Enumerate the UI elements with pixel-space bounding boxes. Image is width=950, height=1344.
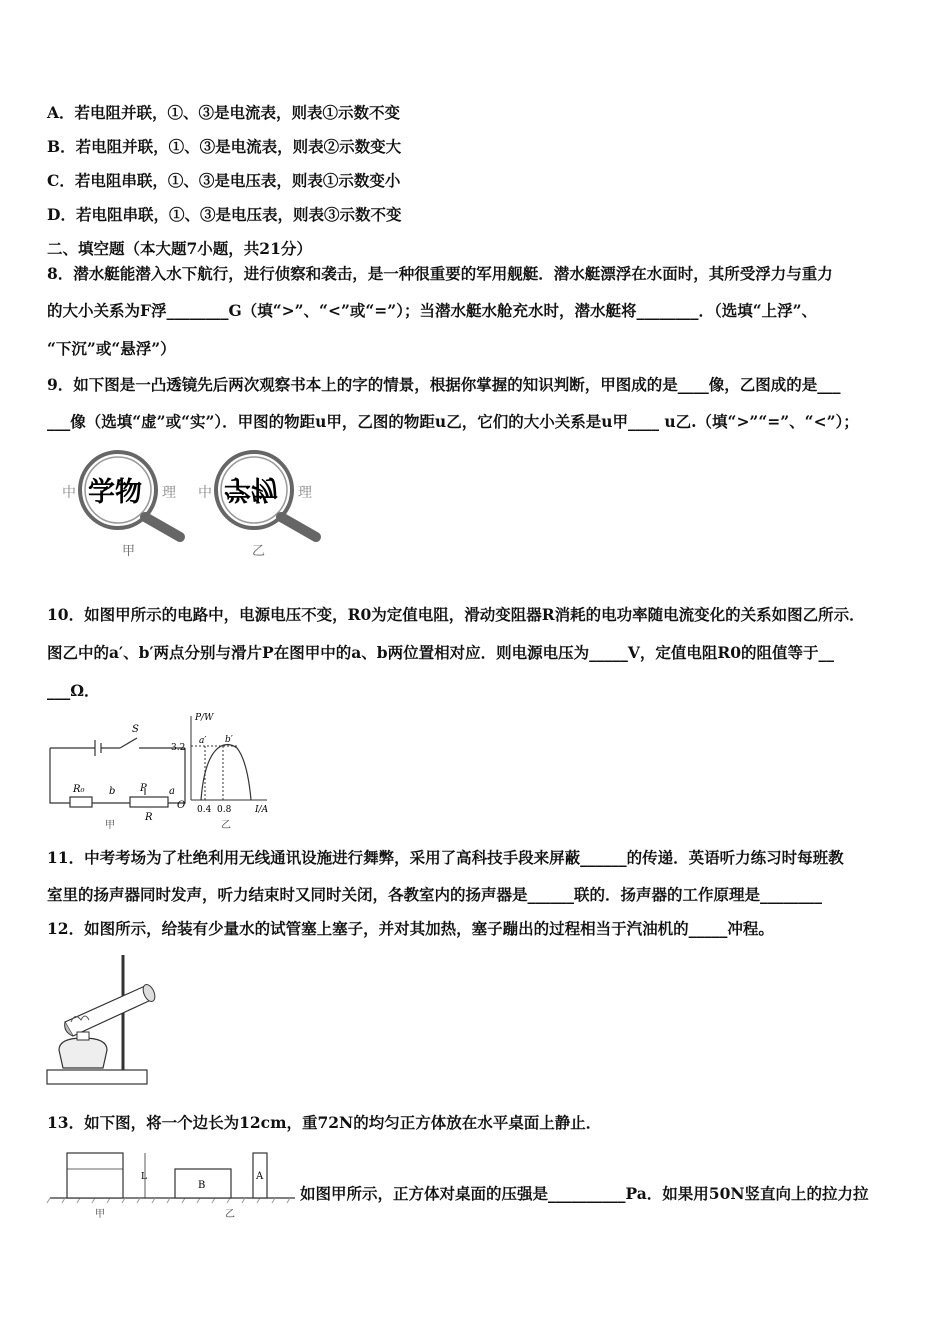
q10-line-1: 10．如图甲所示的电路中，电源电压不变，R0为定值电阻，滑动变阻器R消耗的电功率随电流变化的关系如图乙所示． xyxy=(47,605,865,624)
test-tube xyxy=(65,986,151,1036)
switch xyxy=(120,738,137,748)
svg-text:3.2: 3.2 xyxy=(171,743,186,753)
resistor-r0 xyxy=(70,797,92,807)
svg-text:I/A: I/A xyxy=(255,805,269,815)
circuit-figure xyxy=(45,708,275,830)
fig9-left-big-text: 学物 xyxy=(88,477,142,508)
svg-text:a′: a′ xyxy=(199,736,207,746)
q8-line-3: “下沉”或“悬浮”） xyxy=(47,339,176,358)
svg-text:B: B xyxy=(198,1180,206,1191)
svg-text:R₀: R₀ xyxy=(73,784,85,795)
svg-text:甲: 甲 xyxy=(95,1209,105,1220)
stand-base xyxy=(47,1070,147,1084)
fig9-right-char-1: 中 xyxy=(198,485,212,501)
alcohol-lamp xyxy=(59,1038,107,1068)
fig9-right-char-3: 理 xyxy=(298,485,312,501)
q10-line-3: ___Ω． xyxy=(47,681,100,700)
svg-text:b: b xyxy=(109,786,116,797)
q11-line-1: 11．中考考场为了杜绝利用无线通讯设施进行舞弊，采用了高科技手段来屏蔽______的传递．英语听力练习时每班教 xyxy=(47,848,844,867)
q9-line-2: ___像（选填“虚”或“实”）．甲图的物距u甲，乙图的物距u乙，它们的大小关系是u甲____ u乙.（填“>”“=”、“<”）； xyxy=(47,412,859,431)
option-c: C．若电阻串联，①、③是电压表，则表①示数变小 xyxy=(47,171,401,190)
svg-text:甲: 甲 xyxy=(105,820,115,830)
option-a: A．若电阻并联，①、③是电流表，则表①示数不变 xyxy=(47,103,401,122)
svg-text:O: O xyxy=(177,800,186,811)
svg-text:R: R xyxy=(145,812,153,823)
q13-text: 13．如下图，将一个边长为12cm，重72N的均匀正方体放在水平桌面上静止． xyxy=(47,1113,602,1132)
cube-figure xyxy=(45,1145,295,1220)
svg-text:0.4: 0.4 xyxy=(197,805,212,815)
q8-line-2: 的大小关系为F浮________G（填“>”、“<”或“=”）；当潜水艇水舱充水时，潜水艇将________．（选填“上浮”、 xyxy=(47,301,818,320)
test-tube-figure xyxy=(45,950,160,1090)
svg-text:L: L xyxy=(141,1172,147,1182)
q9-line-1: 9．如下图是一凸透镜先后两次观察书本上的字的情景，根据你掌握的知识判断，甲图成的是____像，乙图成的是___ xyxy=(47,375,841,394)
power-curve xyxy=(201,745,251,800)
svg-text:乙: 乙 xyxy=(225,1209,235,1220)
q13-continuation: 如图甲所示，正方体对桌面的压强是__________Pa．如果用50N竖直向上的拉力拉 xyxy=(300,1184,869,1203)
svg-text:P: P xyxy=(140,783,147,794)
svg-text:a: a xyxy=(169,786,175,797)
magnifier-figure xyxy=(60,445,330,565)
svg-text:b′: b′ xyxy=(225,735,233,745)
q8-line-1: 8．潜水艇能潜入水下航行，进行侦察和袭击，是一种很重要的军用舰艇．潜水艇漂浮在水面时，其所受浮力与重力 xyxy=(47,264,833,283)
fig9-right-big-text: 学物 xyxy=(224,473,278,504)
fig9-label-jia: 甲 xyxy=(122,544,136,559)
magnifier-handle-left xyxy=(145,517,180,537)
section-heading: 二、填空题（本大题7小题，共21分） xyxy=(47,239,312,258)
q12-text: 12．如图所示，给装有少量水的试管塞上塞子，并对其加热，塞子蹦出的过程相当于汽油机的_____冲程。 xyxy=(47,919,774,938)
svg-text:P/W: P/W xyxy=(195,713,214,723)
svg-text:A: A xyxy=(256,1171,264,1182)
svg-text:S: S xyxy=(132,724,139,735)
q10-line-2: 图乙中的a′、b′两点分别与滑片P在图甲中的a、b两位置相对应．则电源电压为_____V，定值电阻R0的阻值等于__ xyxy=(47,643,835,662)
option-b: B．若电阻并联，①、③是电流表，则表②示数变大 xyxy=(47,137,402,156)
cube-jia xyxy=(67,1153,123,1198)
q11-line-2: 室里的扬声器同时发声，听力结束时又同时关闭，各教室内的扬声器是______联的．扬声器的工作原理是________ xyxy=(47,885,823,904)
magnifier-handle-right xyxy=(281,517,316,537)
fig9-label-yi: 乙 xyxy=(252,544,266,559)
fig9-left-char-1: 中 xyxy=(62,485,76,501)
slide-rheostat xyxy=(130,797,168,807)
fig9-left-char-3: 理 xyxy=(162,485,176,501)
svg-text:0.8: 0.8 xyxy=(217,805,232,815)
option-d: D．若电阻串联，①、③是电压表，则表③示数不变 xyxy=(47,205,402,224)
svg-text:乙: 乙 xyxy=(221,820,231,830)
